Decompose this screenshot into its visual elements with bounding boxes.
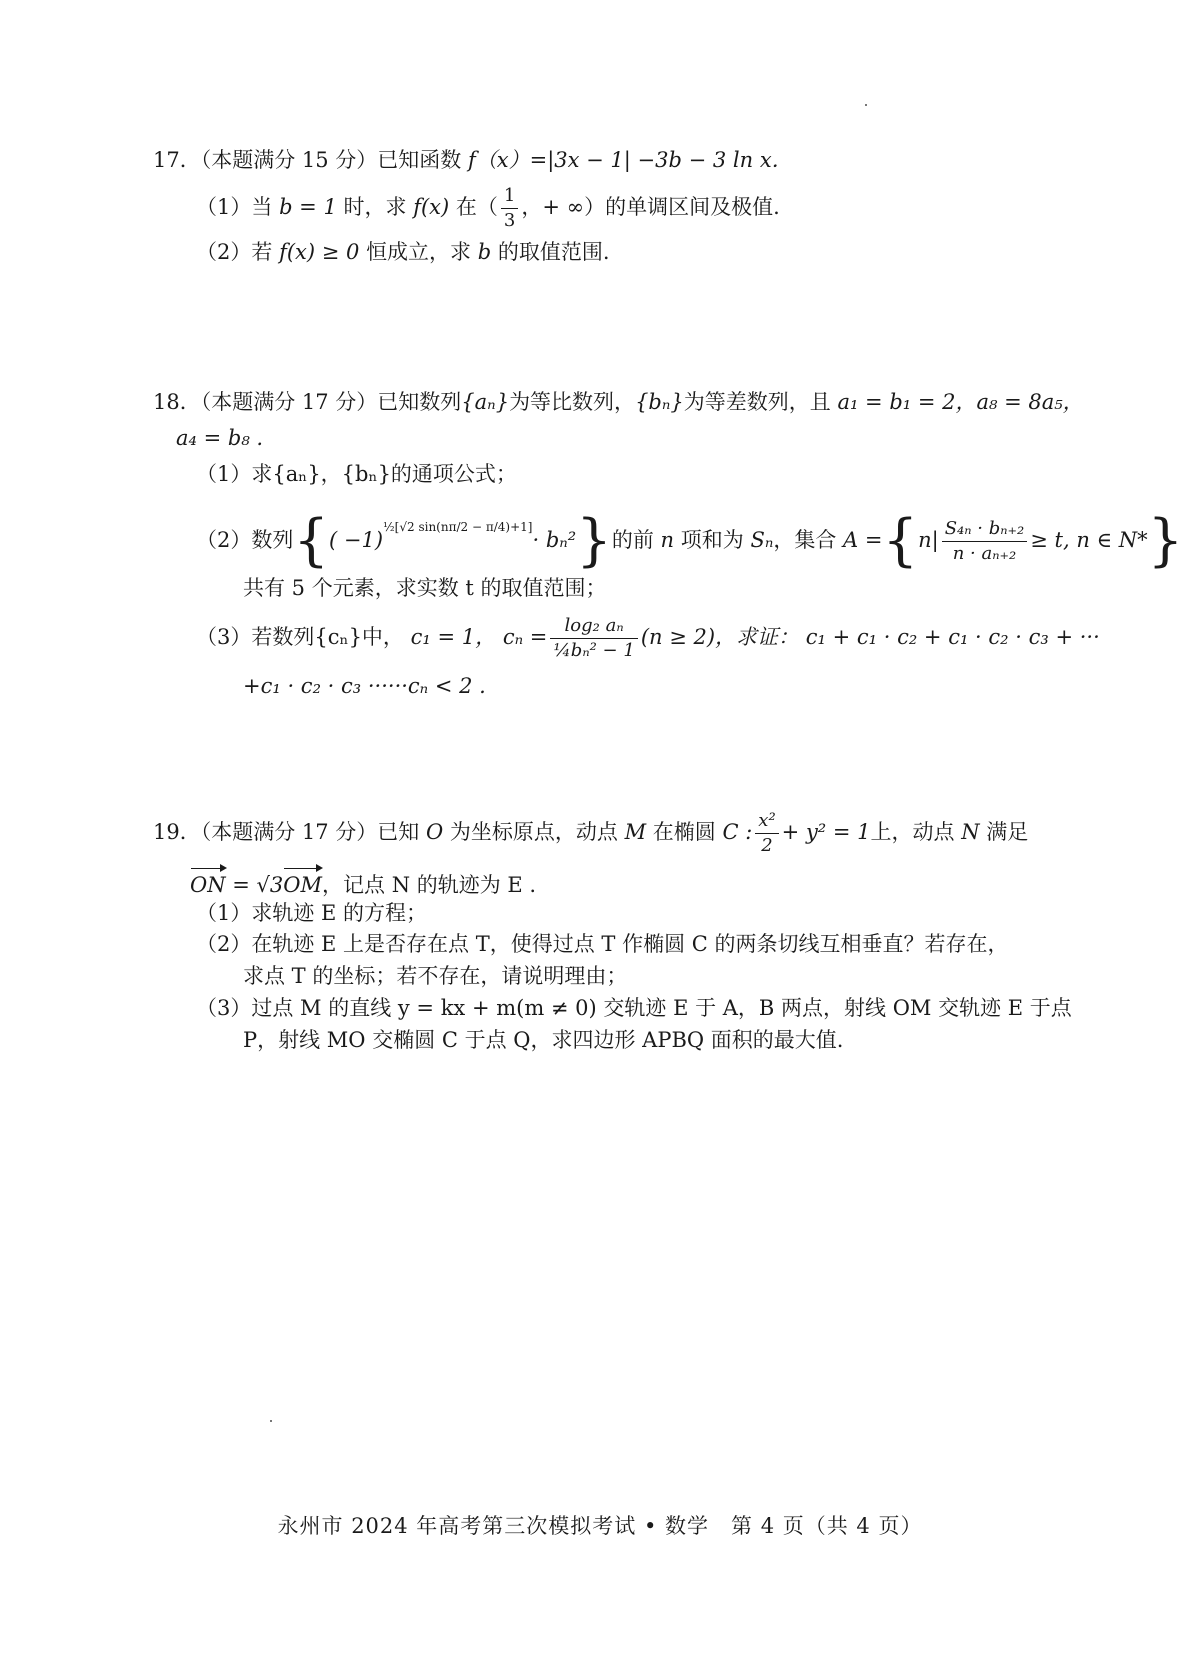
q18-p2-fraction (942, 520, 1028, 563)
q19-mid4: 满足 (986, 820, 1029, 844)
q19-head-text: 19．（本题满分 17 分）已知 (153, 820, 420, 844)
q18-cond2-text: a₄ = b₈ . (176, 426, 264, 450)
q18-p3-line2-text: +c₁ · c₂ · c₃ ······cₙ < 2 . (243, 674, 486, 698)
q17-p1-den: 3 (503, 210, 516, 231)
q19-C: C : (722, 820, 753, 844)
set-right-brace-icon: } (1147, 508, 1184, 574)
q19-eq-tail: + y² = 1 (781, 820, 871, 844)
q17-part1 (196, 187, 780, 230)
scan-speck (865, 104, 867, 106)
q19-fraction (755, 812, 778, 855)
q19-head (153, 812, 1028, 855)
q18-p3-prefix: （3）若数列{cₙ}中， (196, 625, 404, 649)
q17-p2-b: b (477, 240, 492, 264)
q18-p2-ge: ≥ t, n ∈ N* (1030, 528, 1148, 552)
q18-cond1: a₁ = b₁ = 2，a₈ = 8a₅， (837, 390, 1084, 414)
q17-p2-prefix: （2）若 (196, 240, 273, 264)
q19-mid1: 为坐标原点，动点 (449, 820, 618, 844)
q18-seq-a: {aₙ} (461, 390, 510, 414)
q19-mid2: 在椭圆 (652, 820, 716, 844)
q19-p2-text: （2）在轨迹 E 上是否存在点 T，使得过点 T 作椭圆 C 的两条切线互相垂直？若存在， (196, 932, 1009, 956)
q18-p3-fraction (550, 617, 637, 660)
q19-part2 (196, 929, 1009, 959)
q19-part3-line2 (243, 1025, 843, 1055)
q18-part3 (196, 617, 1100, 660)
q18-p2-mid2: 项和为 (680, 528, 744, 552)
q19-part3 (196, 993, 1072, 1023)
q17-p1-mid: 时，求 (343, 195, 407, 219)
q19-N: N (961, 820, 980, 844)
q19-part2-line2 (243, 961, 627, 991)
q17-p2-tail: 的取值范围. (497, 240, 610, 264)
q18-p3-cn: cₙ = (502, 625, 548, 649)
q17-p2-cond: f(x) ≥ 0 (279, 240, 360, 264)
q18-p2-num: S₄ₙ · bₙ₊₂ (942, 520, 1028, 542)
q19-p3-line2-text: P，射线 MO 交椭圆 C 于点 Q，求四边形 APBQ 面积的最大值. (243, 1028, 844, 1052)
q18-p3-den: ¼bₙ² − 1 (553, 640, 635, 661)
q18-p1-text: （1）求{aₙ}，{bₙ}的通项公式； (196, 462, 517, 486)
q17-p1-fraction (501, 187, 518, 230)
q18-p3-c1: c₁ = 1， (410, 625, 497, 649)
q18-p2-term: · bₙ² (532, 528, 577, 552)
q17-function: f（x）=|3x − 1| −3b − 3 ln x． (467, 148, 793, 172)
q19-part1 (196, 898, 427, 928)
left-brace-icon: { (293, 508, 330, 574)
q18-p3-sum: c₁ + c₁ · c₂ + c₁ · c₂ · c₃ + ··· (805, 625, 1100, 649)
q17-p1-fx: f(x) (413, 195, 450, 219)
right-brace-icon: } (576, 508, 612, 574)
q17-p1-tail: ，+ ∞）的单调区间及极值. (521, 195, 780, 219)
q18-seq-b: {bₙ} (635, 390, 684, 414)
q17-p1-in: 在（ (455, 195, 498, 219)
q17-p1-num: 1 (501, 187, 518, 209)
q19-p3-text: （3）过点 M 的直线 y = kx + m(m ≠ 0) 交轨迹 E 于 A，B 两点，射线 OM 交轨迹 E 于点 (196, 996, 1072, 1020)
q19-vec-eq: = √3 (232, 873, 284, 897)
q18-part2-line2 (243, 573, 607, 603)
q18-p2-mid3: ，集合 (773, 528, 837, 552)
q19-M: M (624, 820, 647, 844)
q17-p1-cond: b = 1 (279, 195, 337, 219)
q18-mid1: 为等比数列， (509, 390, 636, 414)
q18-part1 (196, 459, 517, 489)
q19-p2-line2-text: 求点 T 的坐标；若不存在，请说明理由； (243, 964, 628, 988)
q19-O: O (425, 820, 444, 844)
q19-mid3: 上，动点 (870, 820, 955, 844)
q17-p2-mid: 恒成立，求 (366, 240, 472, 264)
page-footer: 永州市 2024 年高考第三次模拟考试 • 数学 第 4 页（共 4 页） (277, 1514, 923, 1538)
q18-part3-line2 (243, 671, 486, 701)
q17-p1-prefix: （1）当 (196, 195, 273, 219)
q17-head (153, 145, 793, 175)
q18-p2-line2-text: 共有 5 个元素，求实数 t 的取值范围； (243, 576, 607, 600)
set-left-brace-icon: { (882, 508, 919, 574)
q19-num: x² (755, 812, 778, 834)
q18-mid2: 为等差数列，且 (683, 390, 831, 414)
q19-p1-text: （1）求轨迹 E 的方程； (196, 901, 428, 925)
q18-head-text: 18．（本题满分 17 分）已知数列 (153, 390, 462, 414)
q18-p2-den: n · aₙ₊₂ (952, 543, 1017, 564)
q19-vector-ON: ON (190, 870, 226, 900)
q19-line2-tail: ，记点 N 的轨迹为 E . (322, 873, 537, 897)
q18-p2-S: Sₙ (750, 528, 774, 552)
q19-line2 (190, 870, 536, 900)
q18-part2: （2）数列{( −1)½[√2 sin(nπ/2 − π/4)+1]· bₙ²}的前 n 项和为 Sₙ，集合 A ={n| $\frac{\text{S₄ₙ · bₙ₊₂}}{\text{n · aₙ₊₂}}$ ≥ t, n ∈ N*} (196, 508, 1184, 574)
q17-head-text: 17．（本题满分 15 分）已知函数 (153, 148, 462, 172)
q18-p2-base: ( −1) (329, 528, 384, 552)
q18-p2-exponent: ½[√2 sin(nπ/2 − π/4)+1] (383, 520, 533, 534)
q18-p2-A: A = (843, 528, 883, 552)
q18-p2-prefix: （2）数列 (196, 528, 294, 552)
q19-den: 2 (761, 835, 773, 856)
scan-speck (270, 1420, 272, 1422)
q18-p2-n: n (660, 528, 675, 552)
q18-p3-cond: (n ≥ 2)，求证： (640, 625, 800, 649)
q18-cond2 (176, 423, 263, 453)
q17-part2 (196, 237, 610, 267)
q18-p2-mid: 的前 (611, 528, 654, 552)
q18-p3-num: log₂ aₙ (550, 617, 637, 639)
q18-head (153, 387, 1084, 417)
q19-vector-OM: OM (283, 870, 322, 900)
